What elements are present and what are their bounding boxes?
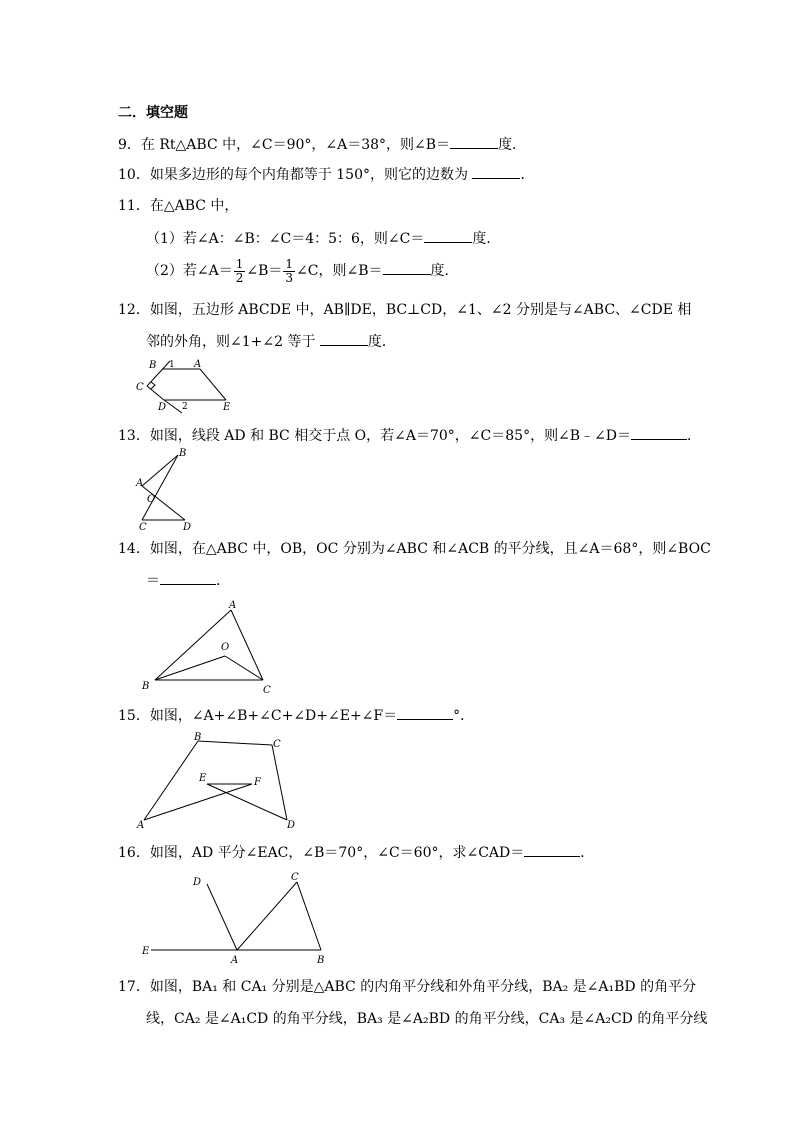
label-b: B xyxy=(317,955,325,966)
problem-9 xyxy=(118,134,526,155)
problem-text: 如果多边形的每个内角都等于 150°，则它的边数为 xyxy=(149,167,468,183)
figure-pentagon xyxy=(130,355,240,415)
segment-bc xyxy=(198,741,272,745)
problem-text: 如图，BA₁ 和 CA₁ 分别是△ABC 的内角平分线和外角平分线，BA₂ 是∠A₁BD 的角平分 xyxy=(149,979,697,995)
problem-number: 14． xyxy=(118,541,150,557)
problem-text: 如图，∠A+∠B+∠C+∠D+∠E+∠F＝ xyxy=(149,708,398,724)
problem-text: 邻的外角，则∠1+∠2 等于 xyxy=(146,334,316,350)
problem-text: ＝ xyxy=(146,573,160,589)
problem-11-part-2 xyxy=(146,256,459,286)
segment-ac xyxy=(237,882,297,950)
segment-cd xyxy=(272,745,287,820)
label-angle-2: 2 xyxy=(182,402,188,412)
problem-15 xyxy=(118,705,474,726)
label-c: C xyxy=(139,522,147,532)
label-d: D xyxy=(287,820,296,831)
problem-text: 如图，线段 AD 和 BC 相交于点 O，若∠A＝70°，∠C＝85°，则∠B﹣∠D＝ xyxy=(149,428,632,444)
label-d: D xyxy=(183,522,192,532)
figure-angle-bisector xyxy=(135,866,335,966)
label-o: O xyxy=(147,494,156,505)
sub-question-text: ∠B＝ xyxy=(246,263,283,279)
label-b: B xyxy=(179,448,187,459)
label-b: B xyxy=(194,732,202,743)
problem-12 xyxy=(118,300,691,320)
segment-cb xyxy=(297,882,321,950)
fraction-numerator: 1 xyxy=(285,256,294,271)
segment-ab xyxy=(144,741,198,820)
sub-question-unit: 度． xyxy=(430,263,459,279)
label-a: A xyxy=(136,478,144,489)
label-angle-1: 1 xyxy=(169,360,175,370)
label-d: D xyxy=(193,877,202,888)
problem-14-line-2 xyxy=(146,570,230,591)
problem-text: 线，CA₂ 是∠A₁CD 的角平分线，BA₃ 是∠A₂BD 的角平分线，CA₃ 是∠A₂CD 的角平分线 xyxy=(146,1011,708,1027)
label-a: A xyxy=(194,359,202,370)
segment-ab xyxy=(155,610,231,680)
right-angle-mark xyxy=(151,382,155,389)
problem-unit: ． xyxy=(216,573,230,589)
answer-blank[interactable] xyxy=(383,260,431,275)
problem-number: 11． xyxy=(118,198,150,214)
problem-number: 12． xyxy=(118,302,150,318)
label-e: E xyxy=(142,946,150,957)
sub-question-text: ∠C，则∠B＝ xyxy=(296,263,383,279)
problem-number: 13． xyxy=(118,428,150,444)
answer-blank[interactable] xyxy=(424,228,472,243)
problem-number: 16． xyxy=(118,845,150,861)
problem-14 xyxy=(118,539,711,559)
fraction-denominator: 3 xyxy=(285,270,294,285)
answer-blank[interactable] xyxy=(524,842,580,857)
label-b: B xyxy=(149,360,157,371)
problem-text: 在△ABC 中， xyxy=(149,198,239,214)
problem-16 xyxy=(118,842,594,863)
answer-blank[interactable] xyxy=(160,570,216,585)
answer-blank[interactable] xyxy=(631,425,687,440)
problem-17 xyxy=(118,977,696,997)
sub-question-unit: 度． xyxy=(472,231,501,247)
problem-13 xyxy=(118,425,701,446)
figure-six-angles xyxy=(130,728,305,832)
problem-12-line-2 xyxy=(146,331,396,352)
problem-text: 如图，AD 平分∠EAC，∠B＝70°，∠C＝60°，求∠CAD＝ xyxy=(149,845,525,861)
problem-text: 如图，在△ABC 中，OB，OC 分别为∠ABC 和∠ACB 的平分线，且∠A＝68°，则∠BOC xyxy=(149,541,711,557)
segment-ae xyxy=(200,369,226,400)
fraction-one-third xyxy=(283,258,295,285)
section-title: 二．填空题 xyxy=(118,105,188,121)
problem-10 xyxy=(118,164,534,185)
label-a: A xyxy=(137,820,145,831)
problem-number: 15． xyxy=(118,708,150,724)
segment-af xyxy=(144,784,252,820)
figure-intersecting-segments xyxy=(130,446,200,532)
problem-unit: ． xyxy=(580,845,595,861)
answer-blank[interactable] xyxy=(450,134,498,149)
problem-number: 17． xyxy=(118,979,150,995)
label-d: D xyxy=(158,402,167,413)
answer-blank[interactable] xyxy=(472,164,520,179)
label-c: C xyxy=(291,872,299,883)
fraction-numerator: 1 xyxy=(235,256,244,271)
problem-unit: ． xyxy=(687,428,702,444)
label-a: A xyxy=(231,955,239,966)
segment-ad xyxy=(207,884,237,950)
problem-number: 9． xyxy=(118,137,141,153)
label-a: A xyxy=(229,600,237,611)
problem-11 xyxy=(118,196,238,216)
answer-blank[interactable] xyxy=(320,331,368,346)
problem-number: 10． xyxy=(118,167,150,183)
problem-11-part-1 xyxy=(146,228,500,249)
segment-cd-extended xyxy=(164,400,182,413)
label-e: E xyxy=(223,402,231,413)
problem-text: 如图，五边形 ABCDE 中，AB∥DE，BC⊥CD，∠1、∠2 分别是与∠ABC、∠CDE 相 xyxy=(149,302,692,318)
sub-question-text: （2）若∠A＝ xyxy=(146,263,233,279)
figure-triangle-bisectors xyxy=(135,594,285,698)
label-c: C xyxy=(263,685,271,696)
fraction-one-half xyxy=(234,258,246,285)
problem-unit: 度． xyxy=(498,137,527,153)
label-e: E xyxy=(199,773,207,784)
fraction-denominator: 2 xyxy=(235,270,244,285)
problem-unit: °． xyxy=(453,708,475,724)
problem-unit: 度． xyxy=(367,334,396,350)
segment-ab xyxy=(142,455,178,486)
label-c: C xyxy=(273,739,281,750)
problem-text: 在 Rt△ABC 中，∠C＝90°，∠A＝38°，则∠B＝ xyxy=(140,137,451,153)
answer-blank[interactable] xyxy=(397,705,453,720)
segment-bo xyxy=(155,656,225,680)
segment-ed xyxy=(207,784,287,820)
label-f: F xyxy=(254,777,261,788)
label-b: B xyxy=(142,681,150,692)
sub-question-text: （1）若∠A：∠B：∠C＝4：5：6，则∠C＝ xyxy=(146,231,425,247)
problem-17-line-2 xyxy=(146,1009,707,1029)
label-o: O xyxy=(221,642,230,653)
label-c: C xyxy=(136,382,144,393)
segment-cd xyxy=(147,386,164,400)
problem-unit: ． xyxy=(520,167,535,183)
